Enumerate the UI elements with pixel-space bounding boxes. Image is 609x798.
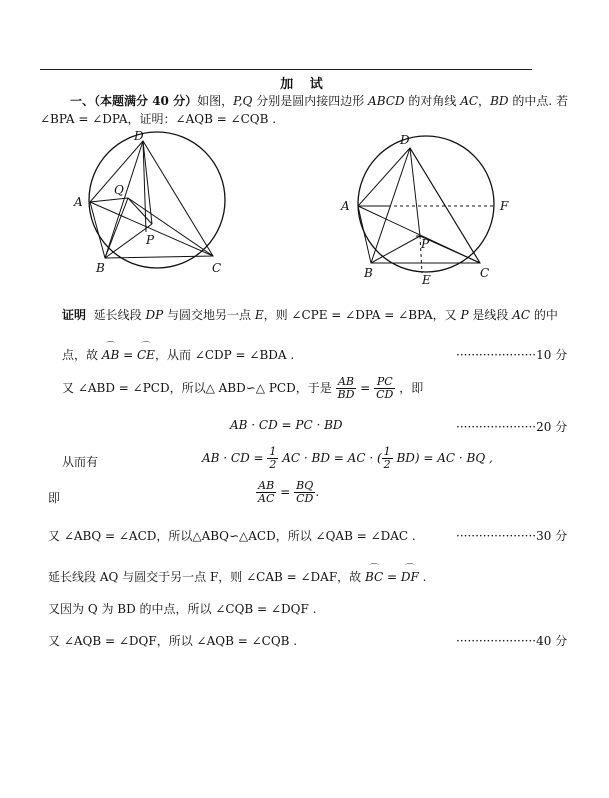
fraction-ab-bd: $\frac{AB}{BD}$ [337, 375, 355, 401]
proof-line-5: AB · CD = $\frac{1}{2}$ AC · BD = AC · ( $\frac{1}{2}$ BD) = AC · BQ , [202, 445, 493, 471]
right-label-e: E [422, 273, 431, 287]
right-label-p: P [421, 237, 430, 251]
right-label-a: A [341, 199, 350, 213]
proof-line-1: 证明 延长线段 DP 与圆交地另一点 E，则 ∠CPE = ∠DPA = ∠BPA，又 P 是线段 AC 的中 [62, 308, 558, 322]
proof-line-6: $\frac{AB}{AC}$ = $\frac{BQ}{CD}$ . [258, 479, 320, 505]
left-label-d: D [134, 129, 144, 143]
right-label-c: C [480, 266, 490, 280]
figure-right [338, 128, 528, 288]
problem-line-1: 一、（本题满分 40 分）如图，P,Q 分别是圆内接四边形 ABCD 的对角线 AC，BD 的中点. 若 [70, 94, 568, 108]
problem-line-2: ∠BPA = ∠DPA，证明：∠AQB = ∠CQB . [40, 112, 277, 126]
header-rule [40, 69, 532, 70]
fraction-half-2: $\frac{1}{2}$ [383, 445, 391, 471]
page-title: 加 试 [280, 77, 329, 92]
left-label-q: Q [114, 183, 124, 197]
fraction-ab-ac: $\frac{AB}{AC}$ [258, 479, 275, 505]
proof-line-8: 延长线段 AQ 与圆交于另一点 F，则 ∠CAB = ∠DAF，故 ⌒ BC = ⌒ DF . [48, 568, 427, 585]
fraction-pc-cd: $\frac{PC}{CD}$ [376, 375, 394, 401]
left-label-a: A [74, 195, 83, 209]
score-20: ·····················20 分 [456, 420, 568, 434]
right-label-b: B [364, 266, 373, 280]
left-label-b: B [96, 261, 105, 275]
proof-line-3: 又 ∠ABD = ∠PCD，所以△ ABD∽△ PCD，于是 $\frac{AB}{BD}$ = $\frac{PC}{CD}$ ，即 [62, 375, 424, 401]
score-30: ·····················30 分 [456, 529, 568, 543]
proof-line-5-label: 从而有 [62, 455, 99, 469]
score-10: ·····················10 分 [456, 348, 568, 362]
right-label-d: D [400, 133, 410, 147]
left-label-p: P [146, 233, 155, 247]
fraction-bq-cd: $\frac{BQ}{CD}$ [296, 479, 314, 505]
proof-line-4: AB · CD = PC · BD [230, 418, 343, 432]
fraction-half-1: $\frac{1}{2}$ [269, 445, 277, 471]
proof-line-7: 又 ∠ABQ = ∠ACD，所以△ABQ∽△ACD，所以 ∠QAB = ∠DAC . [48, 529, 416, 543]
proof-line-6-label: 即 [48, 491, 61, 505]
proof-line-2: 点，故 ⌒ AB = ⌒ CE，从而 ∠CDP = ∠BDA . [62, 346, 294, 363]
proof-line-10: 又 ∠AQB = ∠DQF，所以 ∠AQB = ∠CQB . [48, 634, 298, 648]
left-label-c: C [212, 261, 222, 275]
figure-left [70, 128, 250, 278]
proof-line-9: 又因为 Q 为 BD 的中点，所以 ∠CQB = ∠DQF . [48, 602, 317, 616]
score-40: ·····················40 分 [456, 634, 568, 648]
right-label-f: F [500, 199, 509, 213]
